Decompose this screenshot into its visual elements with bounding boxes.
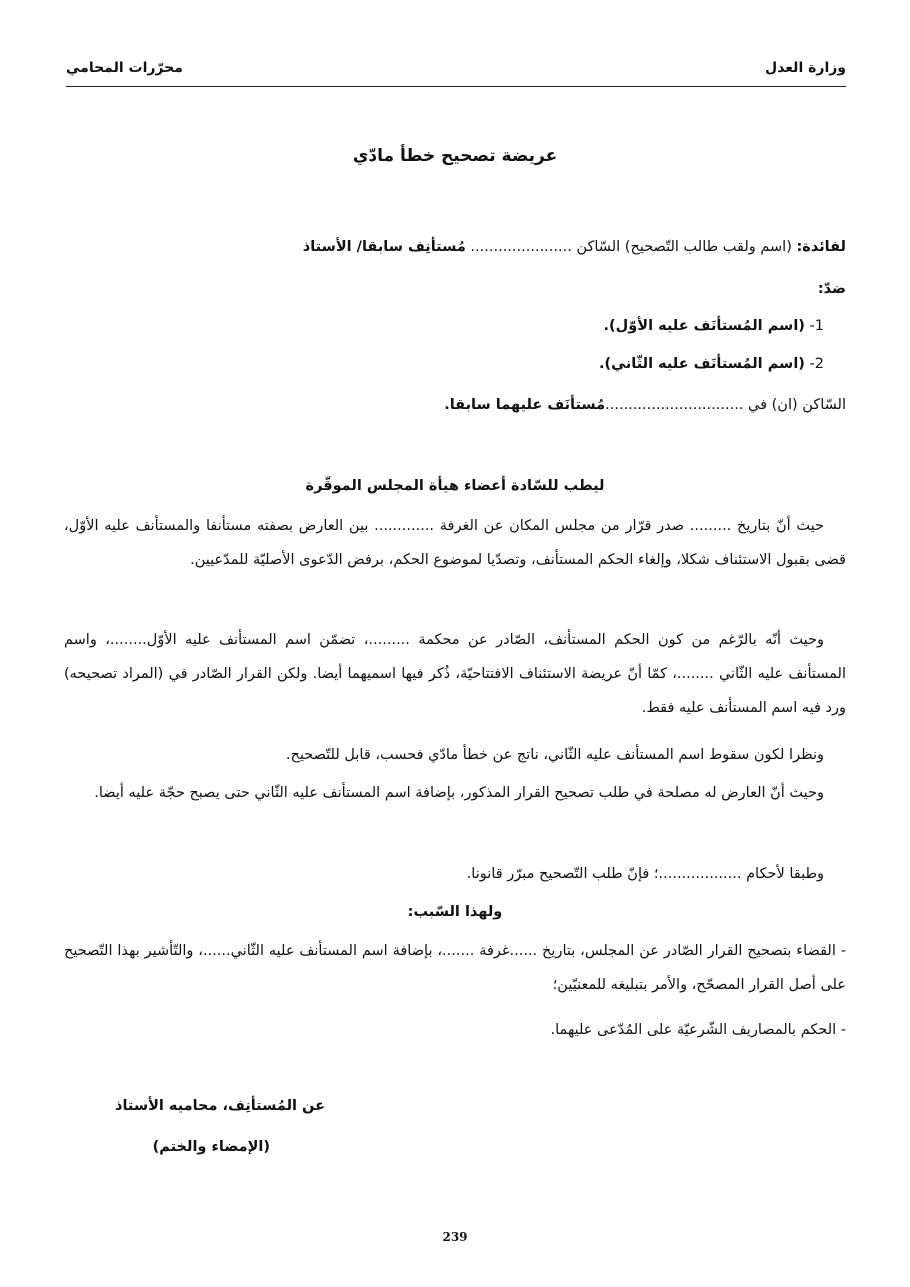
respondent-1-name: (اسم المُستأنَف عليه الأوّل). bbox=[603, 318, 805, 334]
request-1: - القضاء بتصحيح القرار الصّادر عن المجلس، بتاريخ ......غرفة .......، بإضافة اسم المستأنف عليه الثّاني......، والتّأشير بهذا التّصحيح على أصل القرار المصحّح، والأمر بتبليغه للمعنيّين؛ bbox=[64, 943, 846, 993]
signature-line: عن المُستأنِف، محاميه الأستاذ bbox=[115, 1098, 325, 1114]
petitioner-role: مُستأنِف سابقا/ الأستاذ bbox=[302, 239, 466, 255]
book-title: محرّرات المحامي bbox=[66, 60, 183, 76]
document-title: عريضة تصحيح خطأ مادّي bbox=[352, 146, 558, 166]
against-label: ضدّ: bbox=[817, 281, 846, 297]
petitioner-line bbox=[303, 239, 846, 255]
page-number: 239 bbox=[442, 1230, 468, 1244]
reason-heading: ولهذا السّبب: bbox=[407, 904, 503, 920]
paragraph-1: حيث أنّ بتاريخ ......... صدر قرّار من مجلس المكان عن الغرفة ............. بين العارض بصفته مستأنفا والمستأنف عليه الأوّل، قضى بقبول الاستئناف شكلا، وإلغاء الحكم المستأنف، وتصدّيا لموضوع الحكم، برفض الدّعوى الأصليّة للمدّعيين. bbox=[64, 518, 846, 568]
respondent-1-number: 1- bbox=[804, 318, 824, 334]
respondent-1 bbox=[604, 318, 846, 334]
paragraph-4: وحيث أنّ العارض له مصلحة في طلب تصحيح القرار المذكور، بإضافة اسم المستأنف عليه الثّاني حتى يصبح حجّة عليه أيضا. bbox=[94, 785, 824, 801]
paragraph-5: وطبقا لأحكام ..................؛ فإنّ طلب التّصحيح مبرّر قانونا. bbox=[466, 866, 824, 882]
residence-text: السّاكن (ان) في .............................. bbox=[605, 397, 846, 413]
page-header bbox=[66, 58, 846, 87]
paragraph-2: وحيث أنّه بالرّغم من كون الحكم المستأنف، الصّادر عن محكمة .........، تضمّن اسم المستأنف عليه الأوّل........، واسم المستأنف عليه الثّاني ........، كمّا أنّ عريضة الاستئناف الافتتاحيّة، ذُكر فيها اسميهما أيضا. ولكن القرار الصّادر في (المراد تصحيحه) ورد فيه اسم المستأنف عليه فقط. bbox=[64, 632, 846, 716]
petitioner-label: لفائدة: bbox=[796, 239, 846, 255]
petitioner-text: (اسم ولقب طالب التّصحيح) السّاكن ...................... bbox=[465, 239, 797, 255]
residence-role: مُستأنَف عليهما سابقا. bbox=[444, 397, 606, 413]
respondent-2-number: 2- bbox=[804, 356, 824, 372]
ministry-name: وزارة العدل bbox=[765, 60, 846, 76]
request-heading: ليطب للسّادة أعضاء هيأة المجلس الموقّرة bbox=[305, 478, 605, 494]
signature-stamp: (الإمضاء والختم) bbox=[152, 1139, 270, 1155]
residence-line bbox=[444, 397, 846, 413]
paragraph-3: ونظرا لكون سقوط اسم المستأنف عليه الثّاني، ناتج عن خطأ مادّي فحسب، قابل للتّصحيح. bbox=[285, 747, 824, 763]
respondent-2 bbox=[599, 356, 846, 372]
request-2: - الحكم بالمصاريف الشّرعيّة على المُدّعى عليهما. bbox=[550, 1022, 846, 1038]
respondent-2-name: (اسم المُستأنَف عليه الثّاني). bbox=[599, 356, 805, 372]
